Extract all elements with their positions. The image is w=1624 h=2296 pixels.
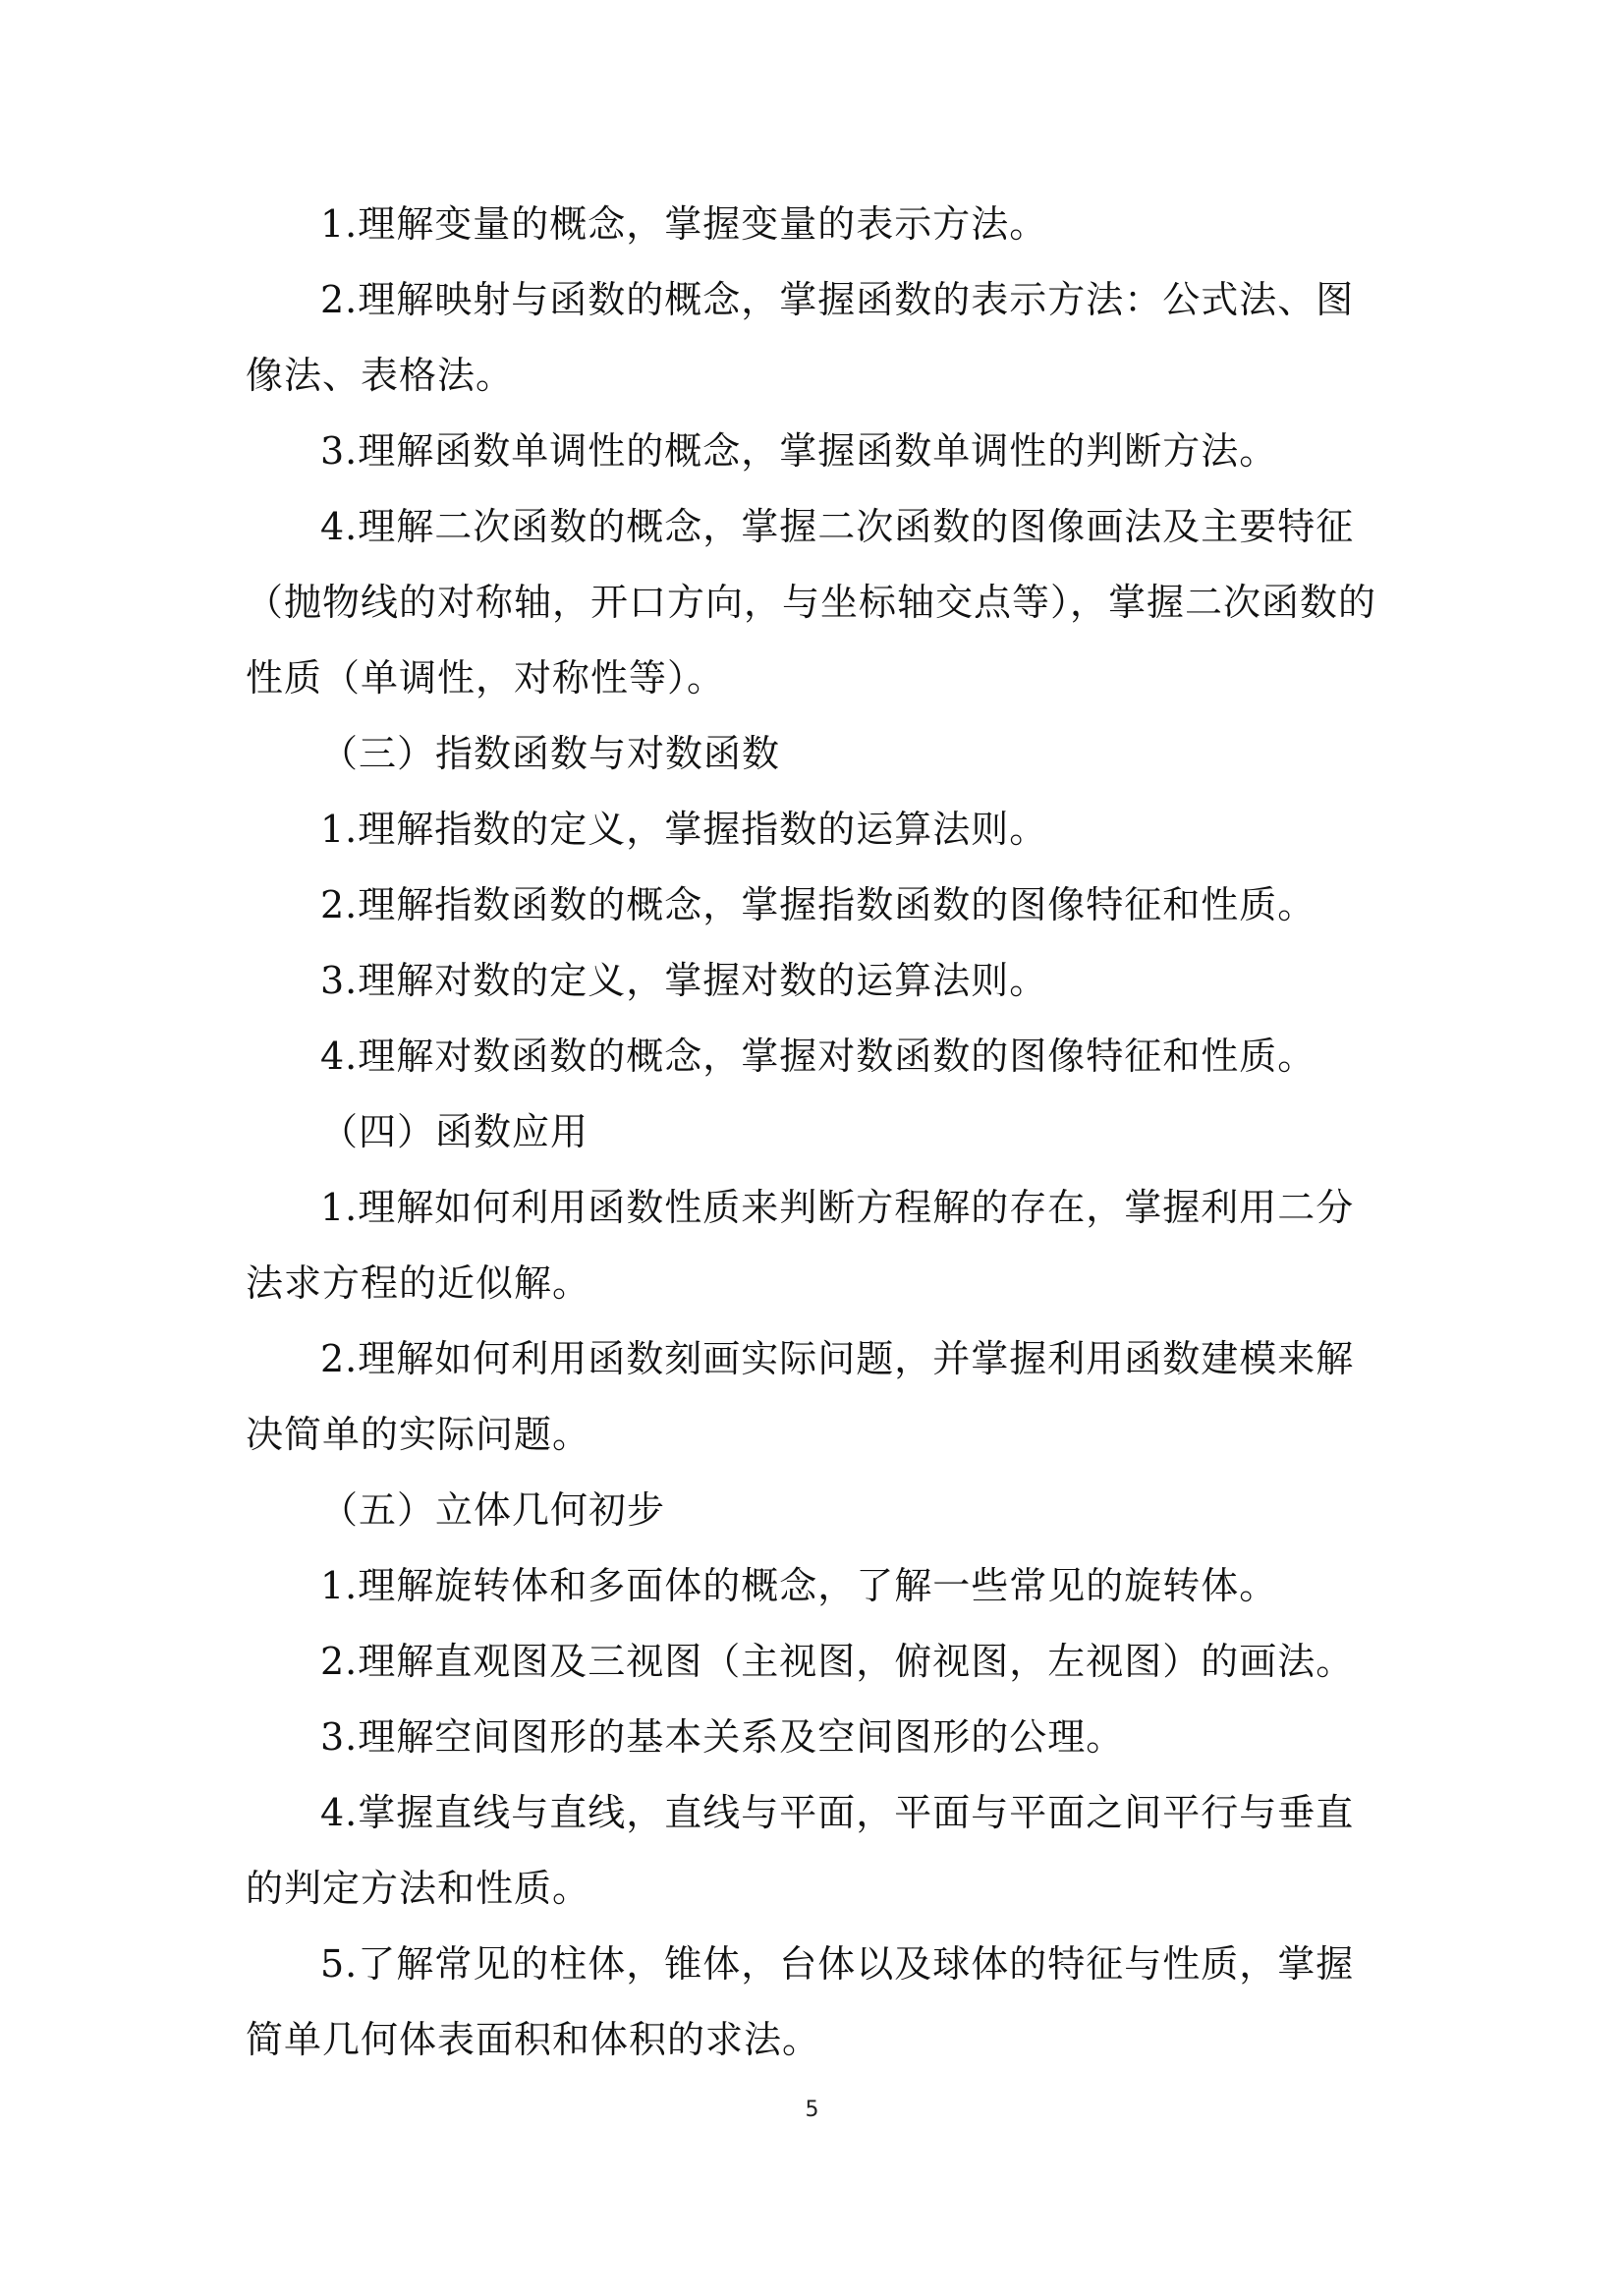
document-body	[246, 187, 1385, 2078]
paragraph-item: 3.理解空间图形的基本关系及空间图形的公理。	[320, 1715, 1125, 1759]
paragraph-item: 4.掌握直线与直线，直线与平面，平面与平面之间平行与垂直的判定方法和性质。	[246, 1791, 1355, 1910]
paragraph-item: 3.理解对数的定义，掌握对数的运算法则。	[320, 959, 1048, 1002]
paragraph-item: 4.理解二次函数的概念，掌握二次函数的图像画法及主要特征（抛物线的对称轴，开口方向，与坐标轴交点等），掌握二次函数的性质（单调性，对称性等）。	[246, 505, 1377, 700]
paragraph-item: 4.理解对数函数的概念，掌握对数函数的图像特征和性质。	[320, 1035, 1316, 1078]
paragraph-item: 2.理解映射与函数的概念，掌握函数的表示方法：公式法、图像法、表格法。	[246, 278, 1355, 397]
section-heading: （三）指数函数与对数函数	[320, 732, 781, 775]
section-heading: （五）立体几何初步	[320, 1488, 666, 1532]
paragraph-item: 5.了解常见的柱体，锥体，台体以及球体的特征与性质，掌握简单几何体表面积和体积的求法。	[246, 1942, 1355, 2061]
page-number: 5	[805, 2098, 819, 2122]
section-heading: （四）函数应用	[320, 1110, 589, 1153]
paragraph-item: 1.理解如何利用函数性质来判断方程解的存在，掌握利用二分法求方程的近似解。	[246, 1186, 1355, 1305]
paragraph-item: 1.理解旋转体和多面体的概念，了解一些常见的旋转体。	[320, 1564, 1278, 1607]
paragraph-item: 2.理解直观图及三视图（主视图，俯视图，左视图）的画法。	[320, 1640, 1355, 1683]
paragraph-item: 3.理解函数单调性的概念，掌握函数单调性的判断方法。	[320, 429, 1278, 473]
paragraph-item: 1.理解变量的概念，掌握变量的表示方法。	[320, 202, 1048, 246]
paragraph-item: 2.理解指数函数的概念，掌握指数函数的图像特征和性质。	[320, 883, 1316, 926]
paragraph-item: 2.理解如何利用函数刻画实际问题，并掌握利用函数建模来解决简单的实际问题。	[246, 1337, 1355, 1456]
paragraph-item: 1.理解指数的定义，掌握指数的运算法则。	[320, 808, 1048, 851]
